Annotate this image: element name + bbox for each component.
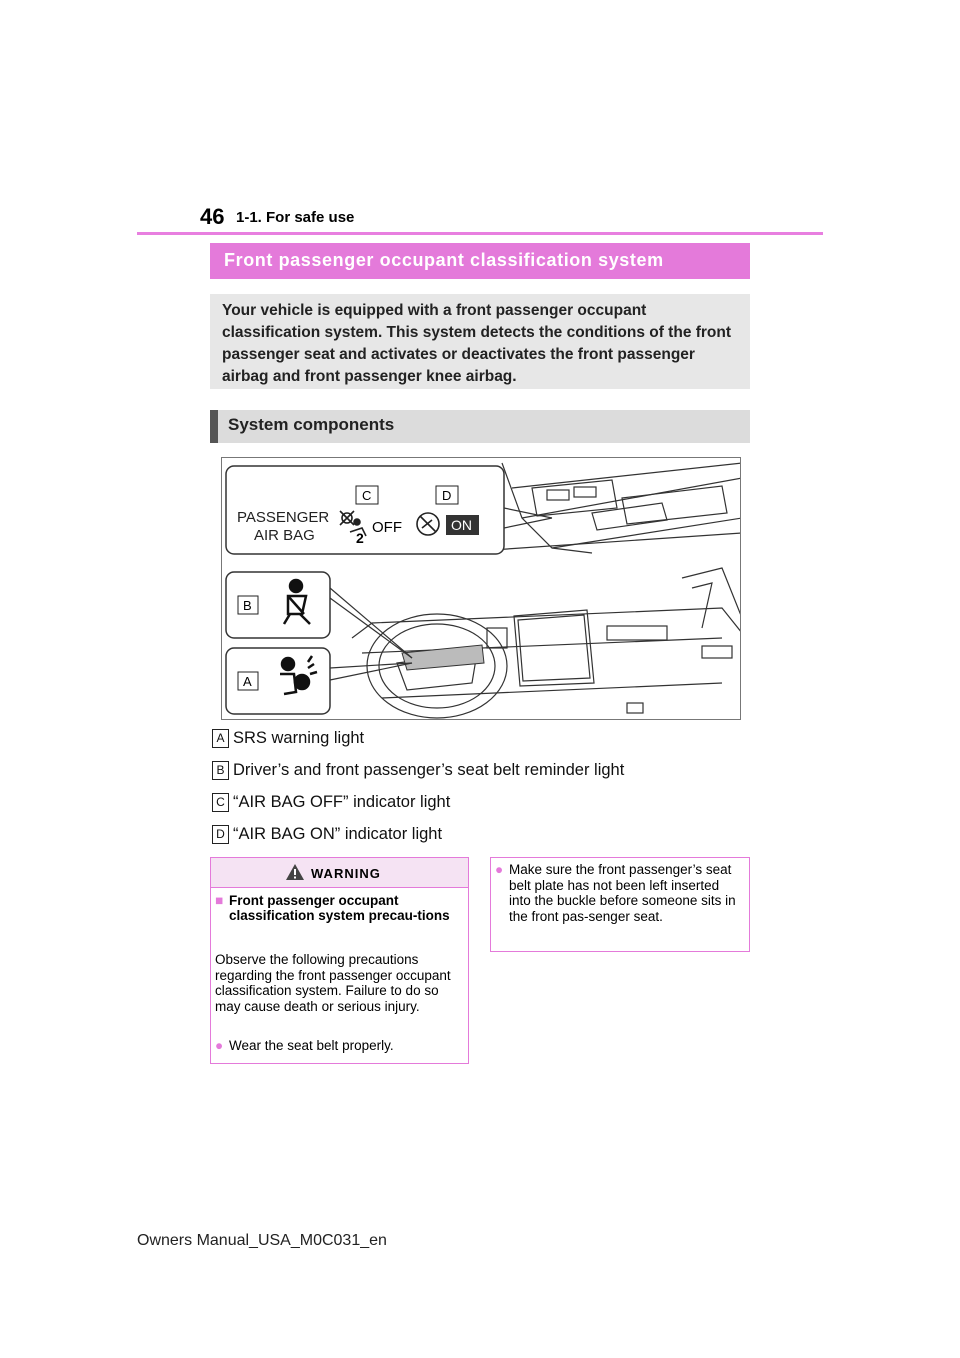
intro-box xyxy=(210,294,750,389)
page-title: Front passenger occupant classification system xyxy=(224,250,664,270)
intro-text: Your vehicle is equipped with a front passenger occupant classification system. This system detects the conditions of the front passenger seat and activates or deactivates the front passenger airbag and front passenger knee airbag. xyxy=(222,302,732,385)
seat-number: 2 xyxy=(356,530,364,546)
footer-text: Owners Manual_USA_M0C031_en xyxy=(137,1232,387,1249)
subheading: System components xyxy=(228,415,395,434)
dashboard-illustration xyxy=(222,458,741,720)
subheading-bar xyxy=(210,410,750,443)
on-label: ON xyxy=(451,517,472,533)
warning-triangle-icon xyxy=(285,863,305,881)
callout-a: A xyxy=(243,674,252,689)
warning-box-continued xyxy=(490,857,750,952)
header-divider xyxy=(137,232,823,235)
panel-text-airbag: AIR BAG xyxy=(254,527,315,544)
page-number: 46 xyxy=(200,204,225,229)
legend-text: Driver’s and front passenger’s seat belt reminder light xyxy=(233,761,625,779)
callout-c: C xyxy=(362,488,372,503)
legend-item-b xyxy=(212,761,624,780)
legend-text: SRS warning light xyxy=(233,729,365,747)
callout-b: B xyxy=(243,598,252,613)
callout-d: D xyxy=(442,488,452,503)
legend-letter: A xyxy=(212,729,229,748)
warning-bullet-1: ● Wear the seat belt properly. xyxy=(215,1038,394,1053)
square-bullet-icon: ■ xyxy=(215,893,224,908)
legend-letter: B xyxy=(212,761,229,780)
warning-box xyxy=(210,857,469,1064)
panel-text-passenger: PASSENGER xyxy=(237,509,330,526)
warning-body: Observe the following precautions regarding the front passenger occupant classification system. Failure to do so may cause death or serious injury. xyxy=(215,952,451,1014)
off-label: OFF xyxy=(372,519,402,536)
warning-header xyxy=(211,858,468,888)
warning-title: WARNING xyxy=(311,866,381,881)
title-bar xyxy=(210,243,750,279)
system-components-figure xyxy=(221,457,741,720)
legend-item-d xyxy=(212,825,442,844)
warning-subheading: ■ Front passenger occupant classification system precau-tions xyxy=(215,893,450,923)
section-label: 1-1. For safe use xyxy=(236,209,355,226)
legend-item-c xyxy=(212,793,450,812)
legend-letter: D xyxy=(212,825,229,844)
round-bullet-icon: ● xyxy=(495,862,504,877)
round-bullet-icon: ● xyxy=(215,1038,224,1053)
legend-item-a xyxy=(212,729,364,748)
legend-text: “AIR BAG OFF” indicator light xyxy=(233,793,451,811)
legend-text: “AIR BAG ON” indicator light xyxy=(233,825,443,843)
legend-letter: C xyxy=(212,793,229,812)
warning-bullet-2: ● Make sure the front passenger’s seat belt plate has not been left inserted into the buckle before someone sits in the front pas-senger seat. xyxy=(495,862,736,924)
